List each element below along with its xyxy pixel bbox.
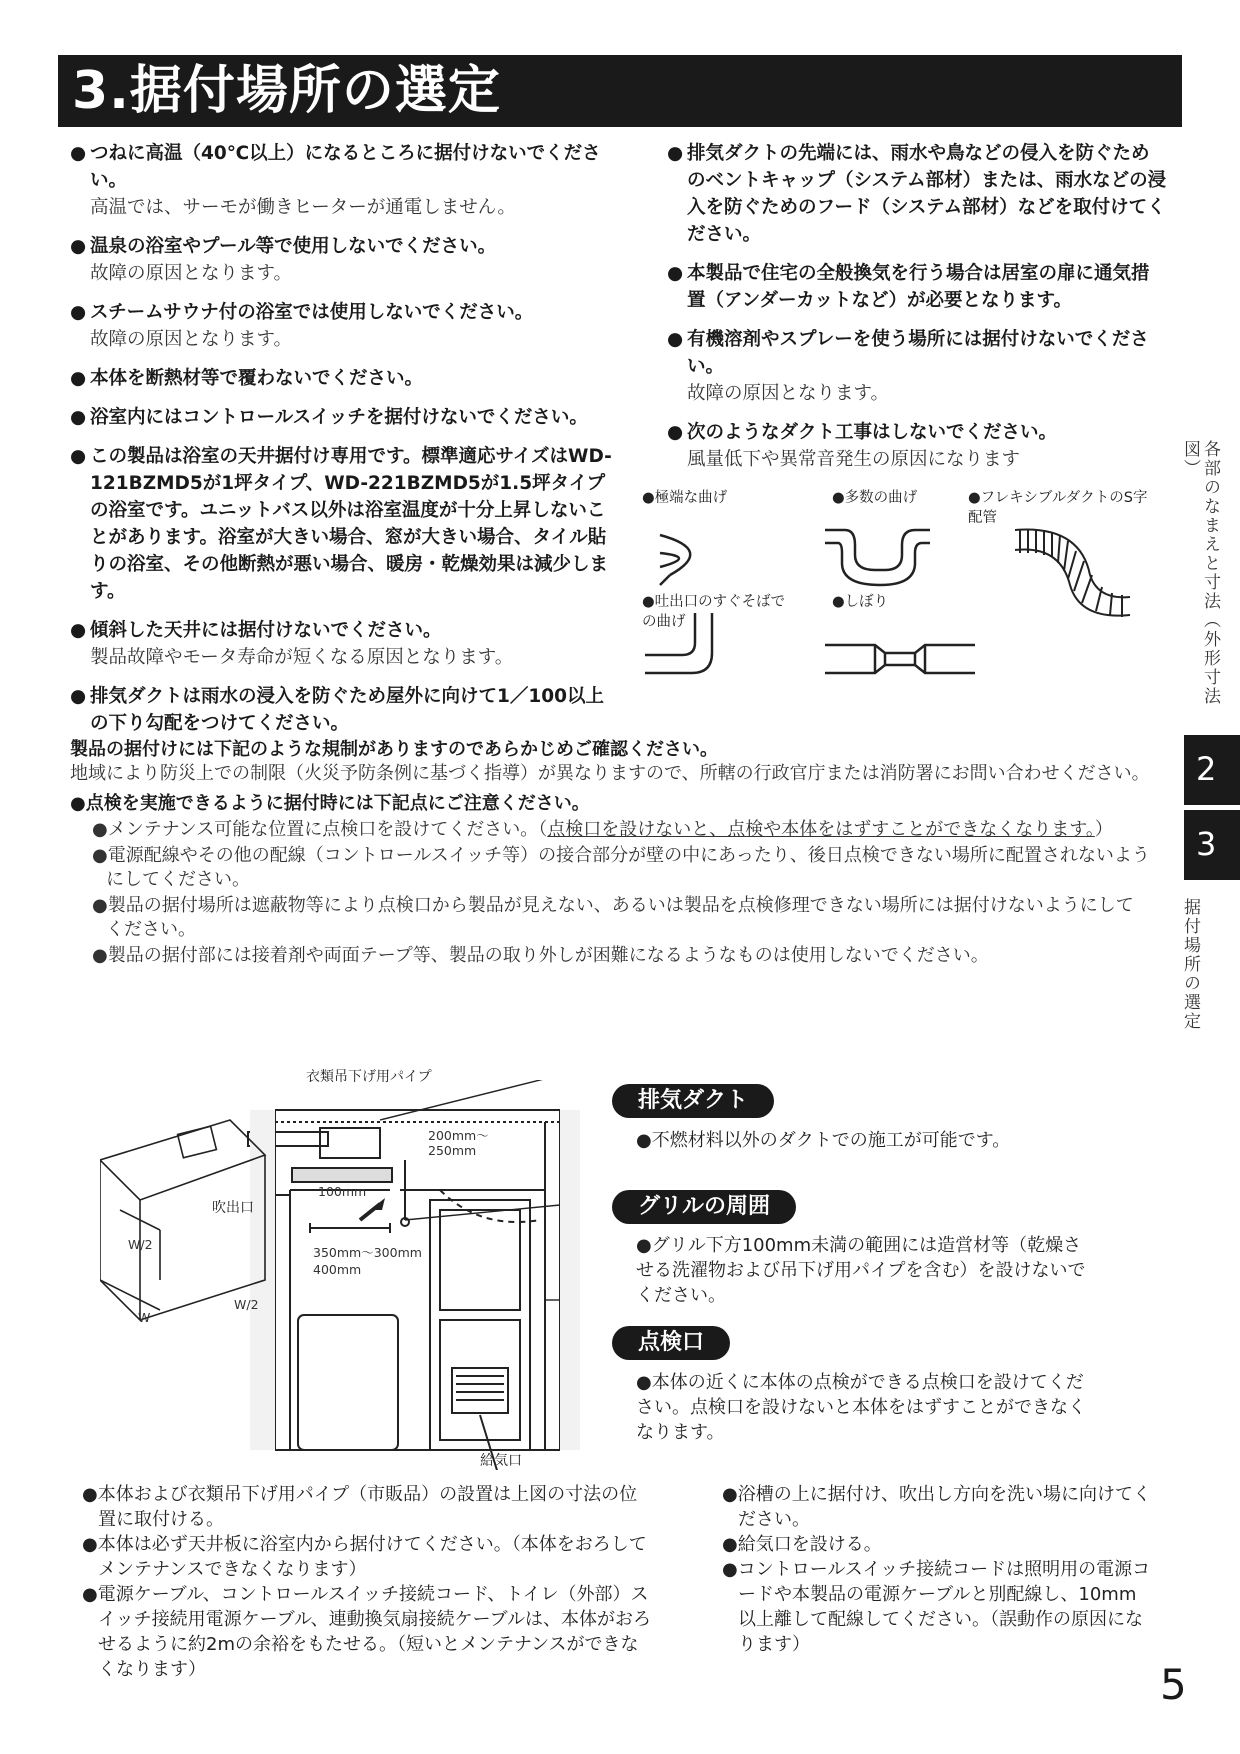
inset-w-half-1: W/2 [128,1237,153,1252]
dimension-200-250: 200mm～250mm [428,1128,489,1158]
item-head: 有機溶剤やスプレーを使う場所には据付けないでください。 [687,329,1149,377]
list-item: ● つねに高温（40℃以上）になるところに据付けないでください。 高温では、サーモが働きヒーターが通電しません。 [70,140,618,221]
list-item: ●電源ケーブル、コントロールスイッチ接続コード、トイレ（外部）スイッチ接続用電源ケーブル、連動換気扇接続ケーブルは、本体がおろせるように約2mの余裕をもたせる。（短いとメンテナンスができなくなります） [82,1584,651,1680]
callout-text-grille-surroundings: ●グリル下方100mm未満の範囲には造営材等（乾燥させる洗濯物および吊下げ用パイプを含む）を設けないでください。 [636,1235,1086,1306]
regulations-sub: 地域により防災上での制限（火災予防条例に基づく指導）が異なりますので、所轄の行政官庁または消防署にお問い合わせください。 [70,763,1150,784]
callout-title-inspection-port: 点検口 [612,1326,730,1360]
flex-s-drawing [1015,530,1130,617]
list-item: ● 浴室内にはコントロールスイッチを据付けないでください。 [70,407,588,428]
chapter-tab-2 [1184,735,1240,805]
duct-label-flex-s: ●フレキシブルダクトのS字配管 [968,490,1148,526]
chapter-tab-3 [1184,810,1240,880]
item-head: つねに高温（40℃以上）になるところに据付けないでください。 [90,143,601,191]
item-head: 温泉の浴室やプール等で使用しないでください。 [90,236,497,257]
list-item: ● 排気ダクトの先端には、雨水や鳥などの侵入を防ぐためのベントキャップ（システム部材）または、雨水などの浸入を防ぐためのフード（システム部材）などを取付けてください。 [667,143,1167,245]
left-column [70,140,618,749]
regulations-lead: 製品の据付けには下記のような規制がありますのであらかじめご確認ください。 [70,739,718,760]
list-item: ● 本体を断熱材等で覆わないでください。 [70,368,424,389]
item-head: 次のようなダクト工事はしないでください。 [687,422,1058,443]
extreme-bend-drawing [660,535,690,585]
item-head: 浴室内にはコントロールスイッチを据付けないでください。 [90,407,588,428]
list-item: ● 有機溶剤やスプレーを使う場所には据付けないでください。 故障の原因となります。 [667,326,1167,407]
intake-label: 給気口 [480,1453,522,1469]
item-note: 風量低下や異常音発生の原因になります [687,449,1021,470]
callout-title-exhaust-duct: 排気ダクト [612,1084,774,1118]
side-label-installation-location: 据付場所の選定 [1180,898,1200,1031]
list-item: ● 傾斜した天井には据付けないでください。 製品故障やモータ寿命が短くなる原因となります。 [70,617,618,671]
inspection-notice: ●点検を実施できるように据付時には下記点にご注意ください。 [70,793,590,814]
item-head: 排気ダクトは雨水の浸入を防ぐため屋外に向けて1／100以上の下り勾配をつけてください。 [90,686,604,734]
list-item: ●コントロールスイッチ接続コードは照明用の電源コードや本製品の電源ケーブルと別配線し、10mm以上離して配線してください。（誤動作の原因になります） [722,1559,1151,1655]
list-item: ● 次のようなダクト工事はしないでください。 風量低下や異常音発生の原因になります [667,419,1167,473]
inset-w: W [138,1310,151,1325]
bottom-notes-left [82,1482,652,1682]
list-item: ●製品の据付場所は遮蔽物等により点検口から製品が見えない、あるいは製品を点検修理できない場所には据付けないようにしてください。 [92,895,1134,940]
item-head: 排気ダクトの先端には、雨水や鳥などの侵入を防ぐためのベントキャップ（システム部材）または、雨水などの浸入を防ぐためのフード（システム部材）などを取付けてください。 [687,143,1167,245]
duct-label-constrict: ●しぼり [832,594,889,610]
list-item: ● 温泉の浴室やプール等で使用しないでください。 故障の原因となります。 [70,233,618,287]
item-note: 高温では、サーモが働きヒーターが通電しません。 [90,197,516,218]
duct-illustrations [640,505,1170,695]
inspection-list [92,818,1150,968]
inset-w-half-2: W/2 [234,1297,259,1312]
item-head: 傾斜した天井には据付けないでください。 [90,620,442,641]
item-note: 製品故障やモータ寿命が短くなる原因となります。 [90,647,514,668]
dimension-100: 100mm [318,1184,367,1199]
duct-label-many-bends: ●多数の曲げ [832,490,918,506]
regulations-section [70,738,1150,968]
item-head: 本体を断熱材等で覆わないでください。 [90,368,424,389]
title-bar [58,55,1182,127]
constriction-drawing [825,645,975,673]
page-title: 3.据付場所の選定 [72,61,501,121]
item-head: 本製品で住宅の全般換気を行う場合は居室の扉に通気措置（アンダーカットなど）が必要となります。 [687,263,1150,311]
list-item: ● この製品は浴室の天井据付け専用です。標準適応サイズはWD-121BZMD5が1坪タイプ、WD-221BZMD5が1.5坪タイプの浴室です。ユニットバス以外は浴室温度が十分上昇しないことがあります。浴室が大きい場合、窓が大きい場合、タイル貼りの浴室、その他断熱が悪い場合、暖房・乾燥効果は減少します。 [70,446,612,602]
list-item: ●電源配線やその他の配線（コントロールスイッチ等）の接合部分が壁の中にあったり、後日点検できない場所に配置されないようにしてください。 [92,845,1150,890]
list-item: ●本体は必ず天井板に浴室内から据付けてください。（本体をおろしてメンテナンスできなくなります） [82,1534,647,1580]
callout-text-inspection-port: ●本体の近くに本体の点検ができる点検口を設けてください。点検口を設けないと本体をはずすことができなくなります。 [636,1372,1086,1443]
item-note: 故障の原因となります。 [90,329,293,350]
many-bends-drawing [825,530,930,585]
list-item: ● 本製品で住宅の全般換気を行う場合は居室の扉に通気措置（アンダーカットなど）が必要となります。 [667,263,1150,311]
list-item: ●給気口を設ける。 [722,1534,882,1555]
callout-title-grille-surroundings: グリルの周囲 [612,1190,796,1224]
callout-text-exhaust-duct: ●不燃材料以外のダクトでの施工が可能です。 [636,1130,1011,1151]
list-item: ●製品の据付部には接着剤や両面テープ等、製品の取り外しが困難になるようなものは使用しないでください。 [92,945,989,966]
list-item: ●メンテナンス可能な位置に点検口を設けてください。（点検口を設けないと、点検や本体をはずすことができなくなります。） [92,819,1113,840]
item-note: 故障の原因となります。 [90,263,293,284]
chapter-tab-2-number: 2 [1196,750,1217,788]
right-column [667,140,1167,485]
page-number: 5 [1160,1660,1187,1709]
near-outlet-drawing [645,613,712,673]
duct-label-near-outlet: ●吐出口のすぐそばでの曲げ [642,594,786,630]
item-head: この製品は浴室の天井据付け専用です。標準適応サイズはWD-121BZMD5が1坪タイプ、WD-221BZMD5が1.5坪タイプの浴室です。ユニットバス以外は浴室温度が十分上昇しないことがあります。浴室が大きい場合、窓が大きい場合、タイル貼りの浴室、その他断熱が悪い場合、暖房・乾燥効果は減少します。 [90,446,612,602]
list-item: ● 排気ダクトは雨水の浸入を防ぐため屋外に向けて1／100以上の下り勾配をつけてください。 [70,686,604,734]
item-head: スチームサウナ付の浴室では使用しないでください。 [90,302,534,323]
side-label-parts-dimensions: 各部のなまえと寸法（外形寸法図） [1180,440,1220,706]
inset-sketch [100,1120,265,1320]
dimension-400: 400mm [313,1262,362,1277]
chapter-tab-3-number: 3 [1196,825,1217,863]
list-item: ●浴槽の上に据付け、吹出し方向を洗い場に向けてください。 [722,1484,1151,1530]
item-note: 故障の原因となります。 [687,383,890,404]
duct-label-extreme-bend: ●極端な曲げ [642,490,728,506]
outlet-label: 吹出口 [212,1200,254,1216]
dimension-350-300: 350mm～300mm [313,1245,422,1260]
list-item: ● スチームサウナ付の浴室では使用しないでください。 故障の原因となります。 [70,299,618,353]
hanger-pipe-label: 衣類吊下げ用パイプ [306,1069,432,1085]
list-item: ●本体および衣類吊下げ用パイプ（市販品）の設置は上図の寸法の位置に取付ける。 [82,1484,638,1530]
bottom-notes-right [722,1482,1154,1657]
